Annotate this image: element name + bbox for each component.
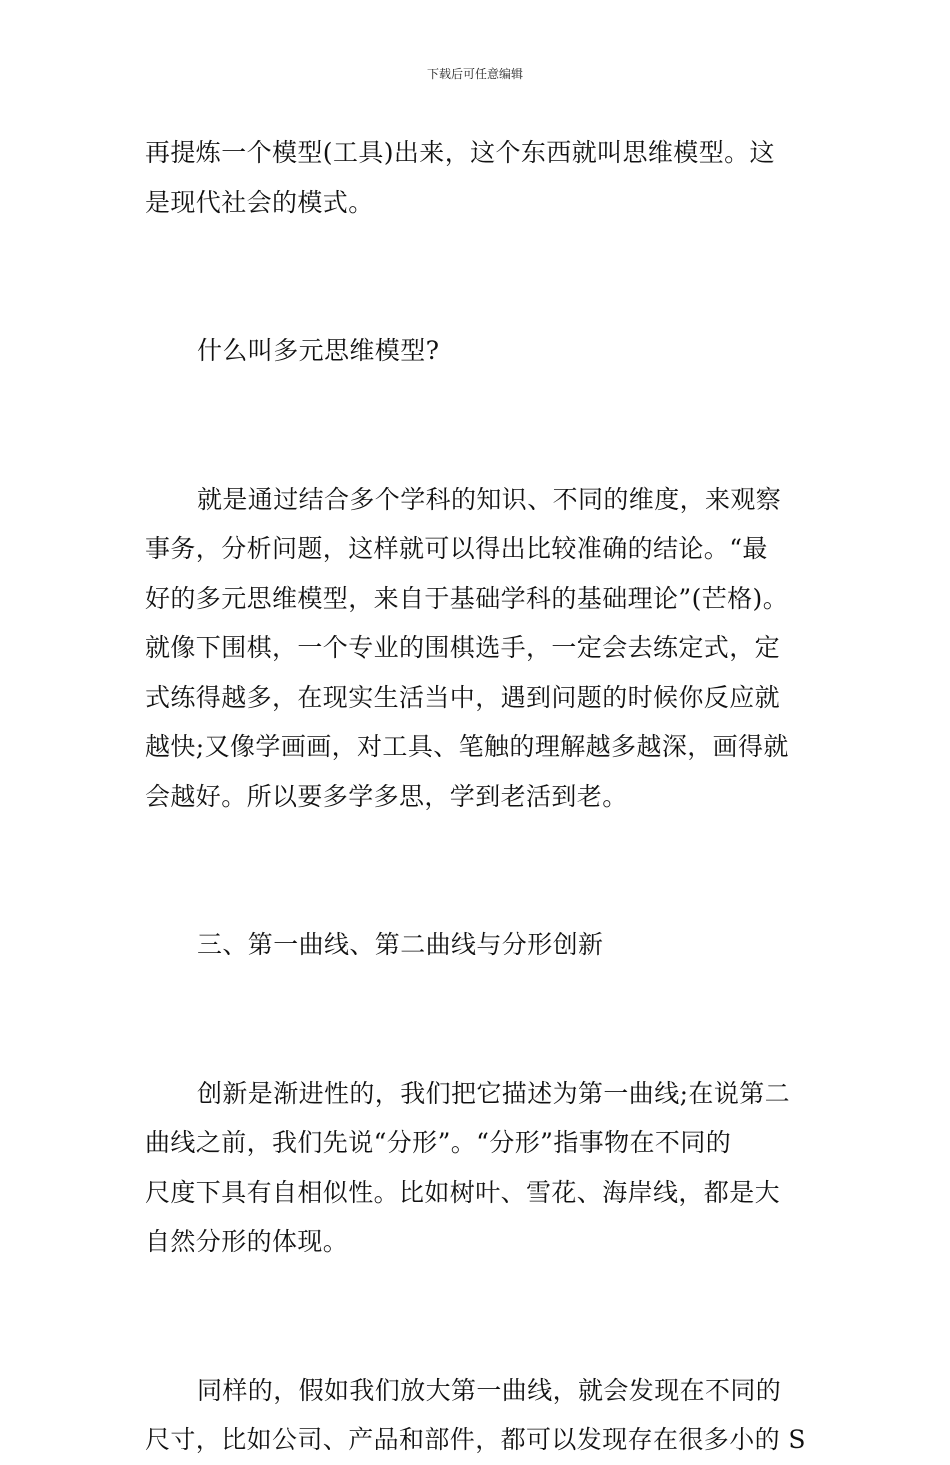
- text-line: 同样的，假如我们放大第一曲线，就会发现在不同的: [197, 1375, 782, 1405]
- text-line: 事务，分析问题，这样就可以得出比较准确的结论。“最: [145, 534, 768, 563]
- paragraph-fractal-explanation: [145, 1069, 815, 1267]
- text-line: 是现代社会的模式。: [145, 187, 374, 217]
- text-line: 尺寸，比如公司、产品和部件，都可以发现存在很多小的 S: [145, 1425, 806, 1454]
- text-line: 创新是渐进性的，我们把它描述为第一曲线;在说第二: [197, 1078, 791, 1108]
- text-line: 就像下围棋，一个专业的围棋选手，一定会去练定式，定: [145, 633, 781, 662]
- text-line: 会越好。所以要多学多思，学到老活到老。: [145, 781, 628, 811]
- text-line: 式练得越多，在现实生活当中，遇到问题的时候你反应就: [145, 682, 781, 712]
- section-three-heading: [145, 920, 815, 970]
- text-line: 自然分形的体现。: [145, 1227, 349, 1256]
- text-line: 尺度下具有自相似性。比如树叶、雪花、海岸线，都是大: [145, 1177, 781, 1207]
- text-line: 越快;又像学画画，对工具、笔触的理解越多越深，画得就: [145, 732, 789, 761]
- text-line: 再提炼一个模型(工具)出来，这个东西就叫思维模型。这: [145, 138, 775, 167]
- text-line: 什么叫多元思维模型?: [197, 336, 440, 365]
- text-line: 三、第一曲线、第二曲线与分形创新: [197, 930, 604, 959]
- page-header-note: 下载后可任意编辑: [426, 67, 523, 81]
- paragraph-first-curve-zoom: [145, 1366, 815, 1465]
- paragraph-multi-model-explanation: [145, 475, 815, 822]
- document-body: [145, 128, 815, 1465]
- text-line: 就是通过结合多个学科的知识、不同的维度，来观察: [197, 484, 782, 514]
- text-line: 曲线之前，我们先说“分形”。“分形”指事物在不同的: [145, 1128, 732, 1157]
- section-question-heading: [145, 326, 815, 376]
- text-line: 好的多元思维模型，来自于基础学科的基础理论”(芒格)。: [145, 583, 789, 613]
- paragraph-thinking-model-definition: [145, 128, 815, 227]
